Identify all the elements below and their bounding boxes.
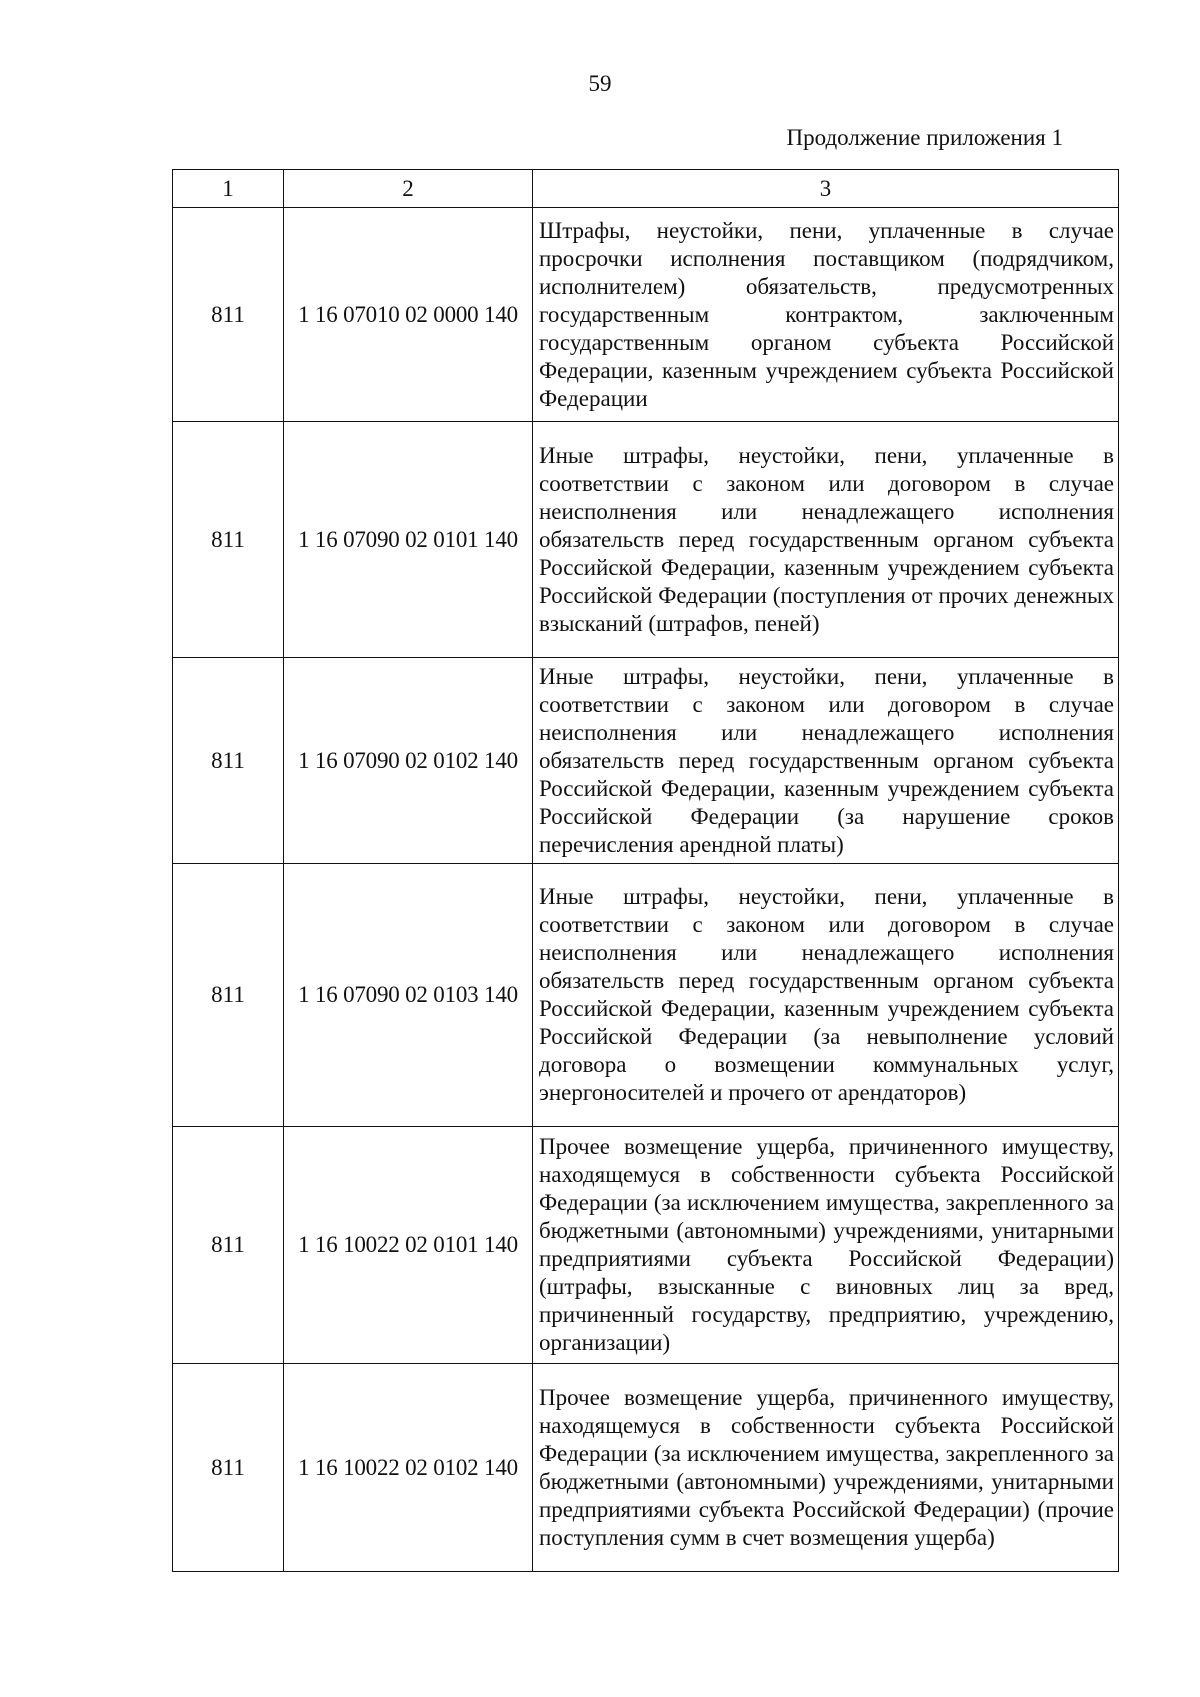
admin-code-cell: 811 [173,864,284,1127]
description-cell: Штрафы, неустойки, пени, уплаченные в случае просрочки исполнения поставщиком (подрядчиком, исполнителем) обязательств, предусмотренных государственным контрактом, заключенным государственным органом субъекта Российской Федерации, казенным учреждением субъекта Российской Федерации [533,208,1119,422]
continuation-label: Продолжение приложения 1 [786,125,1063,150]
description-cell: Иные штрафы, неустойки, пени, уплаченные в соответствии с законом или договором в случае неисполнения или ненадлежащего исполнения обязательств перед государственным органом субъекта Российской Федерации, казенным учреждением субъекта Российской Федерации (за невыполнение условий договора о возмещении коммунальных услуг, энергоносителей и прочего от арендаторов) [533,864,1119,1127]
description-cell: Прочее возмещение ущерба, причиненного имуществу, находящемуся в собственности субъекта Российской Федерации (за исключением имущества, закрепленного за бюджетными (автономными) учреждениями, унитарными предприятиями субъекта Российской Федерации) (прочие поступления сумм в счет возмещения ущерба) [533,1364,1119,1572]
income-code-cell: 1 16 10022 02 0101 140 [284,1127,533,1364]
table-row [173,1127,1119,1364]
column-header-1: 1 [173,170,284,208]
admin-code-cell: 811 [173,422,284,658]
income-code-cell: 1 16 07090 02 0102 140 [284,658,533,864]
column-header-2: 2 [284,170,533,208]
description-cell: Иные штрафы, неустойки, пени, уплаченные в соответствии с законом или договором в случае неисполнения или ненадлежащего исполнения обязательств перед государственным органом субъекта Российской Федерации, казенным учреждением субъекта Российской Федерации (за нарушение сроков перечисления арендной платы) [533,658,1119,864]
income-code-cell: 1 16 07090 02 0101 140 [284,422,533,658]
page-number: 59 [588,71,612,96]
description-cell: Иные штрафы, неустойки, пени, уплаченные в соответствии с законом или договором в случае неисполнения или ненадлежащего исполнения обязательств перед государственным органом субъекта Российской Федерации, казенным учреждением субъекта Российской Федерации (поступления от прочих денежных взысканий (штрафов, пеней) [533,422,1119,658]
income-codes-table [172,169,1119,1572]
income-code-cell: 1 16 10022 02 0102 140 [284,1364,533,1572]
income-code-cell: 1 16 07010 02 0000 140 [284,208,533,422]
table-row [173,208,1119,422]
table-row [173,864,1119,1127]
table-row [173,422,1119,658]
admin-code-cell: 811 [173,1364,284,1572]
income-code-cell: 1 16 07090 02 0103 140 [284,864,533,1127]
table-header-row [173,170,1119,208]
table-row [173,1364,1119,1572]
admin-code-cell: 811 [173,208,284,422]
column-header-3: 3 [533,170,1119,208]
table-row [173,658,1119,864]
description-cell: Прочее возмещение ущерба, причиненного имуществу, находящемуся в собственности субъекта Российской Федерации (за исключением имущества, закрепленного за бюджетными (автономными) учреждениями, унитарными предприятиями субъекта Российской Федерации) (штрафы, взысканные с виновных лиц за вред, причиненный государству, предприятию, учреждению, организации) [533,1127,1119,1364]
admin-code-cell: 811 [173,1127,284,1364]
admin-code-cell: 811 [173,658,284,864]
